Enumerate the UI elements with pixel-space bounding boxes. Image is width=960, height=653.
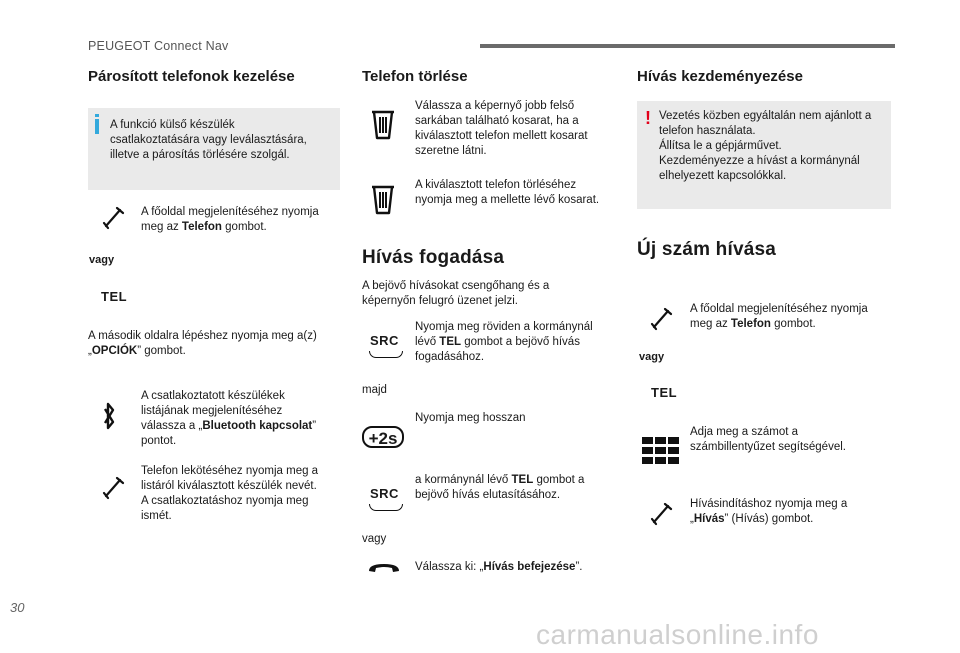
delete-step-press-trash: A kiválasztott telefon törléséhez nyomja meg a mellette lévő kosarat. bbox=[415, 179, 600, 206]
section-heading-make-call: Hívás kezdeményezése bbox=[637, 68, 803, 85]
keypad-step: Adja meg a számot a számbillentyűzet segítségével. bbox=[690, 426, 846, 453]
bluetooth-icon[interactable] bbox=[102, 400, 116, 432]
steering-switch-icon bbox=[369, 351, 403, 358]
call-step: Hívásindításhoz nyomja meg a „Hívás” (Hívás) gombot. bbox=[690, 498, 848, 525]
step-open-phone: A főoldal megjelenítéséhez nyomja meg az Telefon gombot. bbox=[141, 206, 319, 233]
phone-handset-icon[interactable] bbox=[650, 502, 674, 526]
long-press-2s-icon: +2s bbox=[362, 426, 404, 448]
receive-intro: A bejövő hívásokat csengőhang és a képernyőn felugró üzenet jelzi. bbox=[362, 280, 550, 307]
long-press-text: Nyomja meg hosszan bbox=[415, 412, 526, 424]
src-button[interactable]: SRC bbox=[368, 333, 404, 361]
phone-handset-icon[interactable] bbox=[102, 476, 126, 500]
header-bar bbox=[480, 44, 895, 48]
info-note bbox=[88, 108, 340, 190]
hang-up-icon[interactable] bbox=[368, 562, 400, 574]
section-heading-receive-call: Hívás fogadása bbox=[362, 247, 505, 268]
then-label: majd bbox=[362, 384, 387, 396]
info-icon-bar bbox=[95, 119, 99, 134]
warning-note bbox=[637, 101, 891, 209]
phone-handset-icon[interactable] bbox=[102, 206, 126, 230]
keypad-icon[interactable] bbox=[642, 437, 680, 465]
phone-handset-icon[interactable] bbox=[650, 307, 674, 331]
trash-icon[interactable] bbox=[370, 110, 396, 140]
tel-button[interactable]: TEL bbox=[101, 289, 128, 304]
section-heading-new-number: Új szám hívása bbox=[637, 239, 777, 260]
info-note-text: A funkció külső készülék csatlakoztatására vagy leválasztására, illetve a párosítás törlésére szolgál. bbox=[110, 119, 307, 161]
trash-icon[interactable] bbox=[370, 185, 396, 215]
section-heading-delete-phone: Telefon törlése bbox=[362, 68, 468, 85]
delete-step-select-trash: Válassza a képernyő jobb felső sarkában található kosarat, ha a kiválasztott telefon mellett kosarat szeretne látni. bbox=[415, 100, 588, 157]
src-button[interactable]: SRC bbox=[368, 486, 404, 514]
step-bluetooth-list: A csatlakoztatott készülékek listájának megjelenítéséhez válassza a „Bluetooth kapcsolat” pontot. bbox=[141, 390, 317, 447]
tel-button[interactable]: TEL bbox=[651, 385, 678, 400]
or-label: vagy bbox=[362, 533, 387, 545]
or-label: vagy bbox=[89, 254, 115, 266]
warning-icon: ! bbox=[645, 108, 651, 128]
page-number: 30 bbox=[10, 600, 25, 615]
watermark: carmanualsonline.info bbox=[536, 619, 819, 650]
info-icon bbox=[95, 114, 99, 117]
steering-switch-icon bbox=[369, 504, 403, 511]
end-call-step: Válassza ki: „Hívás befejezése”. bbox=[415, 561, 583, 573]
warning-note-text: Vezetés közben egyáltalán nem ajánlott a telefon használata. Állítsa le a gépjárművet. Kezdeményezze a hívást a kormánynál elhelyezett kapcsolókkal. bbox=[659, 110, 872, 182]
header-title: PEUGEOT Connect Nav bbox=[88, 39, 229, 53]
section-heading-paired-phones: Párosított telefonok kezelése bbox=[88, 68, 295, 85]
step-open-phone: A főoldal megjelenítéséhez nyomja meg az Telefon gombot. bbox=[690, 303, 868, 330]
or-label: vagy bbox=[639, 351, 665, 363]
options-paragraph: A második oldalra lépéshez nyomja meg a(z) „OPCIÓK” gombot. bbox=[88, 330, 317, 357]
step-disconnect: Telefon lekötéséhez nyomja meg a listáról kiválasztott készülék nevét. A csatlakoztatáshoz nyomja meg ismét. bbox=[141, 465, 319, 522]
receive-step-short-press: Nyomja meg röviden a kormánynál lévő TEL gombot a bejövő hívás fogadásához. bbox=[415, 321, 593, 363]
reject-step: a kormánynál lévő TEL gombot a bejövő hívás elutasításához. bbox=[415, 474, 585, 501]
